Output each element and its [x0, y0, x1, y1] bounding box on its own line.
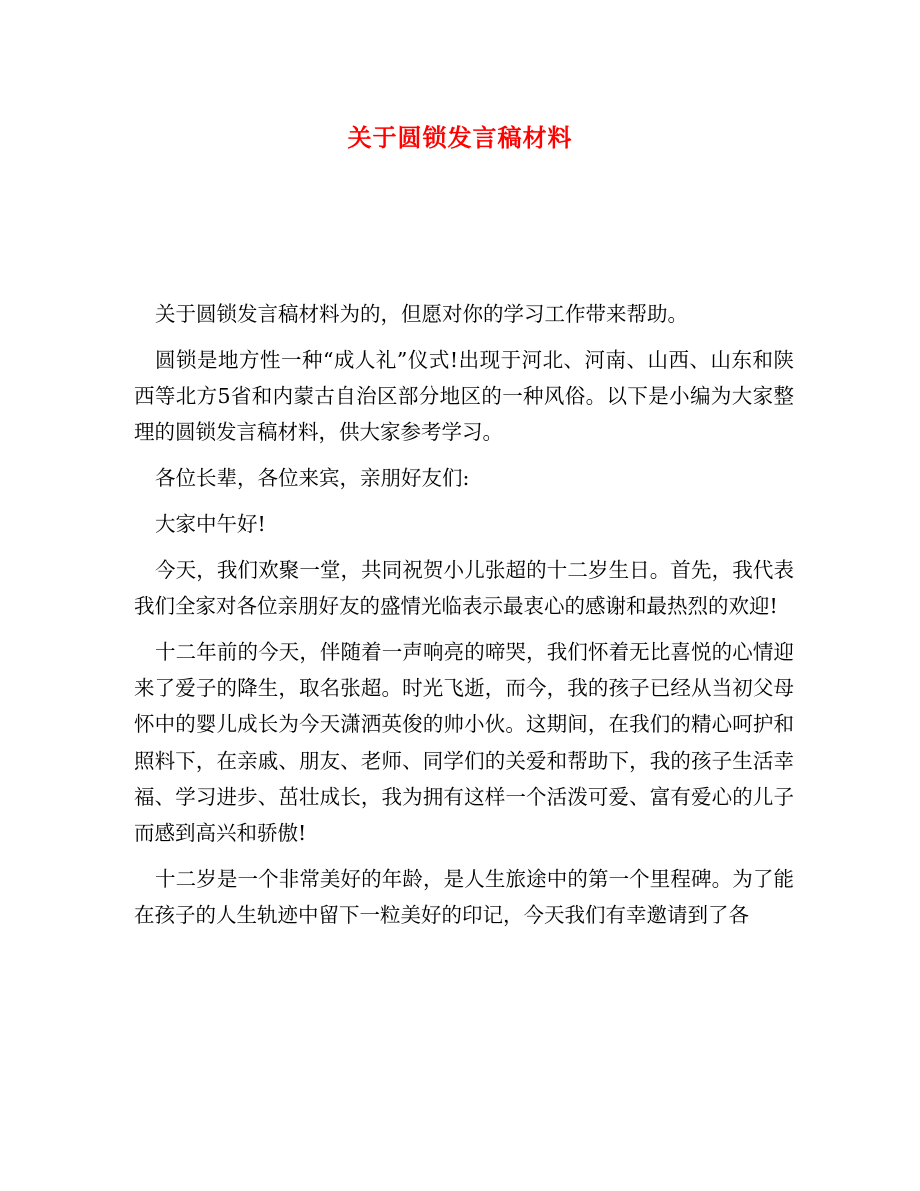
document-body: [134, 296, 794, 943]
paragraph-background: 圆锁是地方性一种“成人礼”仪式!出现于河北、河南、山西、山东和陕西等北方5省和内蒙古自治区部分地区的一种风俗。以下是小编为大家整理的圆锁发言稿材料，供大家参考学习。: [134, 347, 794, 445]
document-title: 关于圆锁发言稿材料: [347, 123, 573, 152]
paragraph-salutation: 各位长辈，各位来宾，亲朋好友们:: [155, 466, 470, 491]
paragraph-greeting: 大家中午好!: [155, 511, 266, 536]
paragraph-intro: 关于圆锁发言稿材料为的，但愿对你的学习工作带来帮助。: [155, 302, 688, 326]
paragraph-growth: 十二年前的今天，伴随着一声响亮的啼哭，我们怀着无比喜悦的心情迎来了爱子的降生，取名张超。时光飞逝，而今，我的孩子已经从当初父母怀中的婴儿成长为今天潇洒英俊的帅小伙。这期间，在我们的精心呵护和照料下，在亲戚、朋友、老师、同学们的关爱和帮助下，我的孩子生活幸福、学习进步、茁壮成长，我为拥有这样一个活泼可爱、富有爱心的儿子而感到高兴和骄傲!: [134, 639, 794, 846]
paragraph-welcome: 今天，我们欢聚一堂，共同祝贺小儿张超的十二岁生日。首先，我代表我们全家对各位亲朋好友的盛情光临表示最衷心的感谢和最热烈的欢迎!: [134, 557, 794, 619]
paragraph-milestone: 十二岁是一个非常美好的年龄，是人生旅途中的第一个里程碑。为了能在孩子的人生轨迹中留下一粒美好的印记，今天我们有幸邀请到了各: [134, 867, 794, 928]
